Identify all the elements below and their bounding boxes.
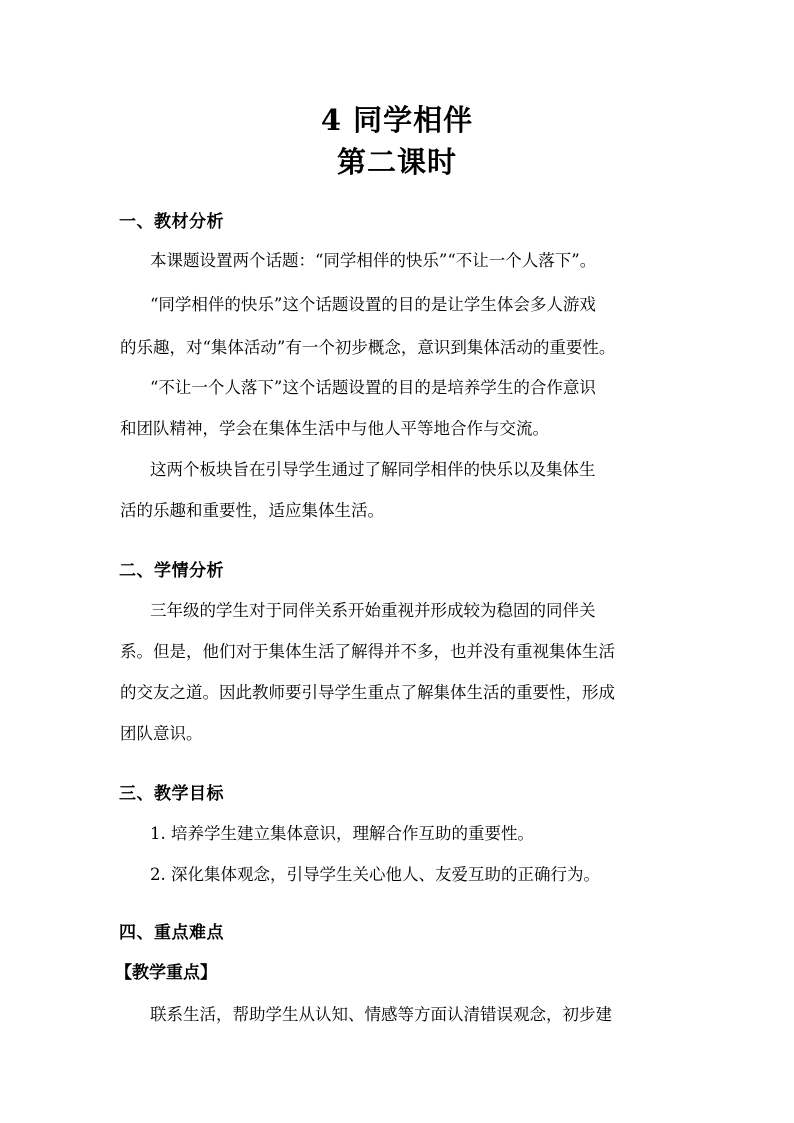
paragraph-line: 联系生活，帮助学生从认知、情感等方面认清错误观念，初步建	[150, 1005, 612, 1024]
section-heading-teaching-goals: 三、教学目标	[119, 784, 224, 804]
section-heading-student-analysis: 二、学情分析	[119, 561, 224, 581]
paragraph-line: 三年级的学生对于同伴关系开始重视并形成较为稳固的同伴关	[150, 601, 596, 620]
paragraph-line: 的交友之道。因此教师要引导学生重点了解集体生活的重要性，形成	[120, 683, 615, 702]
paragraph-line: 系。但是，他们对于集体生活了解得并不多，也并没有重视集体生活	[120, 642, 615, 661]
paragraph-line: 这两个板块旨在引导学生通过了解同学相伴的快乐以及集体生	[150, 460, 596, 479]
paragraph-line: 团队意识。	[120, 724, 203, 743]
section-heading-materials-analysis: 一、教材分析	[119, 212, 224, 232]
paragraph-line: 的乐趣，对“集体活动”有一个初步概念，意识到集体活动的重要性。	[120, 338, 616, 357]
paragraph-line: 和团队精神，学会在集体生活中与他人平等地合作与交流。	[120, 419, 549, 438]
paragraph-line: 活的乐趣和重要性，适应集体生活。	[120, 501, 384, 520]
paragraph-line: 本课题设置两个话题：“同学相伴的快乐”“不让一个人落下”。	[150, 251, 597, 270]
goal-item: 2. 深化集体观念，引导学生关心他人、友爱互助的正确行为。	[150, 865, 600, 884]
section-heading-key-difficulties: 四、重点难点	[119, 923, 224, 943]
goal-item: 1. 培养学生建立集体意识，理解合作互助的重要性。	[150, 824, 534, 843]
subheading-teaching-focus: 【教学重点】	[115, 963, 217, 983]
paragraph-line: “同学相伴的快乐”这个话题设置的目的是让学生体会多人游戏	[150, 295, 596, 314]
document-subtitle: 第二课时	[336, 145, 457, 179]
document-title: 4 同学相伴	[320, 103, 474, 137]
paragraph-line: “不让一个人落下”这个话题设置的目的是培养学生的合作意识	[150, 378, 596, 397]
